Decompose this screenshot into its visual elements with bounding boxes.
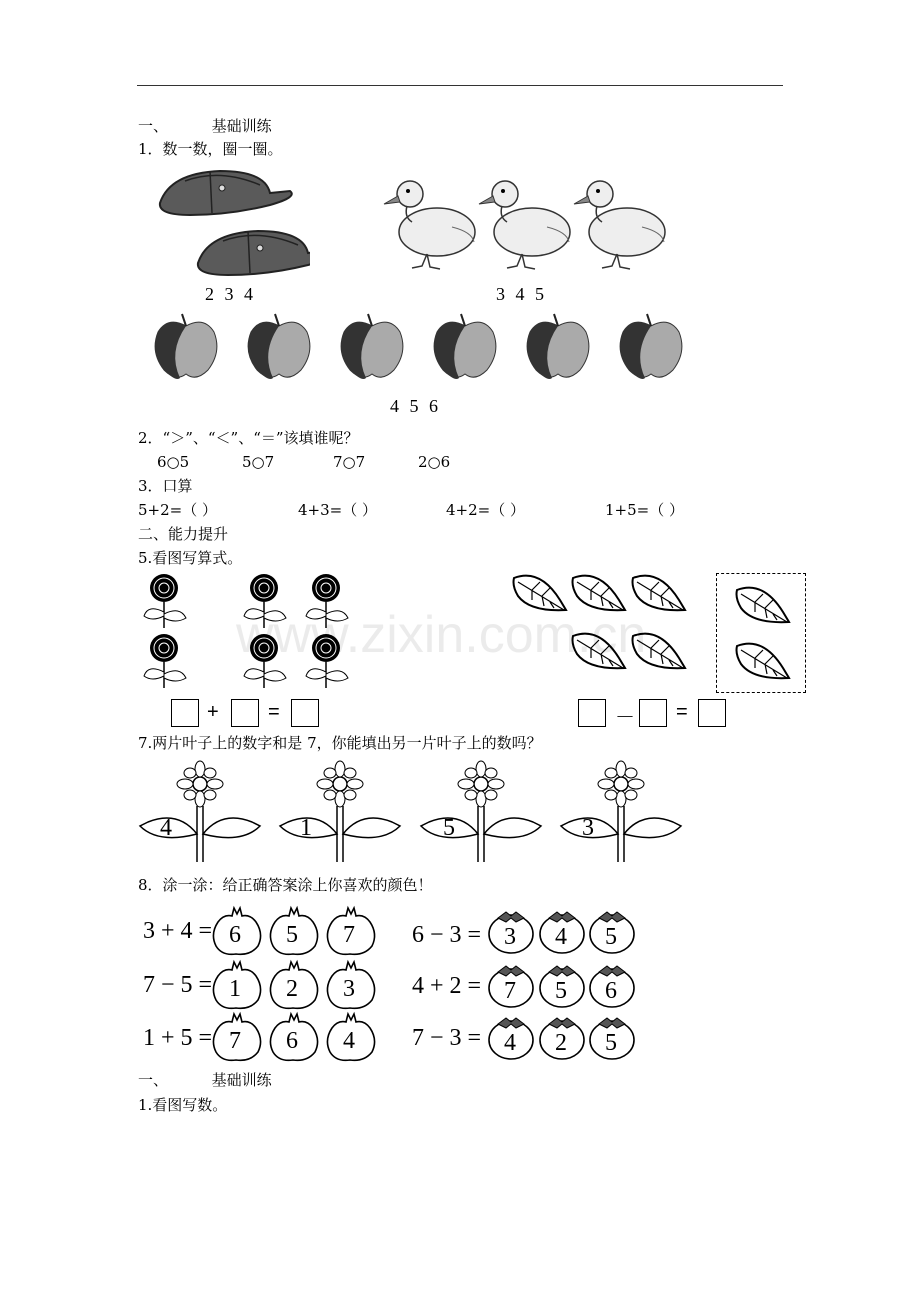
equation: 4 + 2 = [412, 973, 482, 999]
option-number: 3 [504, 924, 516, 950]
minus-sign: － [615, 707, 635, 729]
question-7-title: 7.两片叶子上的数字和是 7，你能填出另一片叶子上的数吗？ [138, 734, 542, 752]
leaf-number: 1 [300, 815, 312, 841]
ducks-count-options: 3 4 5 [496, 284, 544, 304]
equals-sign: = [676, 701, 688, 723]
apple-icon [434, 314, 496, 379]
hat-icon [198, 231, 310, 275]
persimmon-options-right [486, 904, 638, 1064]
section-heading [138, 1070, 272, 1090]
hat-icon [160, 171, 292, 215]
watermark: www.zixin.com.cn [236, 606, 647, 664]
equals-sign: = [268, 701, 280, 723]
flower-with-leaves [280, 761, 400, 862]
leaf-number: 5 [443, 815, 455, 841]
option-number: 4 [555, 924, 567, 950]
option-number: 5 [605, 1030, 617, 1056]
compare-item[interactable]: 6○5 [157, 453, 190, 471]
compare-item[interactable]: 2○6 [418, 453, 451, 471]
answer-box[interactable] [231, 699, 259, 727]
equation: 3 + 4 = [143, 918, 213, 944]
apples-count-options: 4 5 6 [390, 396, 438, 416]
apple-icon [620, 314, 682, 379]
hats-illustration [150, 163, 310, 278]
leaf-icon [737, 588, 790, 623]
flower-with-leaves [561, 761, 681, 862]
answer-box[interactable] [698, 699, 726, 727]
question-2-title: 2．“＞”、“＜”、“＝”该填谁呢？ [138, 429, 359, 447]
option-number: 7 [229, 1028, 241, 1054]
option-number: 5 [555, 978, 567, 1004]
option-number: 3 [343, 976, 355, 1002]
mental-math-item[interactable]: 1+5=（ ） [605, 501, 684, 519]
compare-item[interactable]: 7○7 [333, 453, 366, 471]
section-heading [138, 116, 272, 136]
option-number: 6 [229, 922, 241, 948]
option-number: 6 [286, 1028, 298, 1054]
option-number: 7 [504, 978, 516, 1004]
answer-box[interactable] [578, 699, 606, 727]
removed-leaves [717, 574, 805, 692]
option-number: 1 [229, 976, 241, 1002]
section-title: 基础训练 [211, 117, 272, 135]
leaf-number: 3 [582, 815, 594, 841]
mental-math-item[interactable]: 4+2=（ ） [446, 501, 525, 519]
section-title: 基础训练 [211, 1071, 272, 1089]
section-number: 一、 [138, 1071, 169, 1089]
duck-icon [479, 181, 570, 269]
apple-icon [341, 314, 403, 379]
question-1-title: 1．数一数，圈一圈。 [138, 140, 283, 158]
equation: 1 + 5 = [143, 1025, 213, 1051]
hats-count-options: 2 3 4 [205, 284, 253, 304]
chrysanthemum-icon [144, 634, 186, 688]
question-1b-title: 1.看图写数。 [138, 1096, 228, 1114]
pumpkin-options-left [210, 904, 382, 1064]
apples-illustration [150, 312, 695, 384]
leaf-number: 4 [160, 815, 172, 841]
header-rule [137, 85, 783, 86]
option-number: 7 [343, 922, 355, 948]
duck-icon [574, 181, 665, 269]
mental-math-item[interactable]: 4+3=（ ） [298, 501, 377, 519]
compare-item[interactable]: 5○7 [242, 453, 275, 471]
answer-box[interactable] [639, 699, 667, 727]
option-number: 4 [343, 1028, 355, 1054]
flower-with-leaves [140, 761, 260, 862]
option-number: 5 [286, 922, 298, 948]
question-3-title: 3．口算 [138, 477, 193, 495]
option-number: 4 [504, 1030, 516, 1056]
apple-icon [155, 314, 217, 379]
mental-math-item[interactable]: 5+2=（ ） [138, 501, 217, 519]
answer-box[interactable] [171, 699, 199, 727]
equation: 7 − 3 = [412, 1025, 482, 1051]
option-number: 6 [605, 978, 617, 1004]
section-number: 一、 [138, 117, 169, 135]
flower-leaves-illustration [138, 760, 688, 865]
leaf-icon [737, 644, 790, 679]
option-number: 5 [605, 924, 617, 950]
chrysanthemum-icon [144, 574, 186, 628]
flower-with-leaves [421, 761, 541, 862]
question-8-title: 8．涂一涂：给正确答案涂上你喜欢的颜色！ [138, 876, 433, 894]
option-number: 2 [555, 1030, 567, 1056]
duck-icon [384, 181, 475, 269]
apple-icon [248, 314, 310, 379]
equation: 6 − 3 = [412, 922, 482, 948]
section-2-heading: 二、能力提升 [138, 525, 229, 543]
removed-leaves-box [716, 573, 806, 693]
ducks-illustration [382, 172, 672, 272]
answer-box[interactable] [291, 699, 319, 727]
option-number: 2 [286, 976, 298, 1002]
plus-sign: + [207, 701, 219, 723]
question-5-title: 5.看图写算式。 [138, 549, 243, 567]
equation: 7 − 5 = [143, 972, 213, 998]
apple-icon [527, 314, 589, 379]
